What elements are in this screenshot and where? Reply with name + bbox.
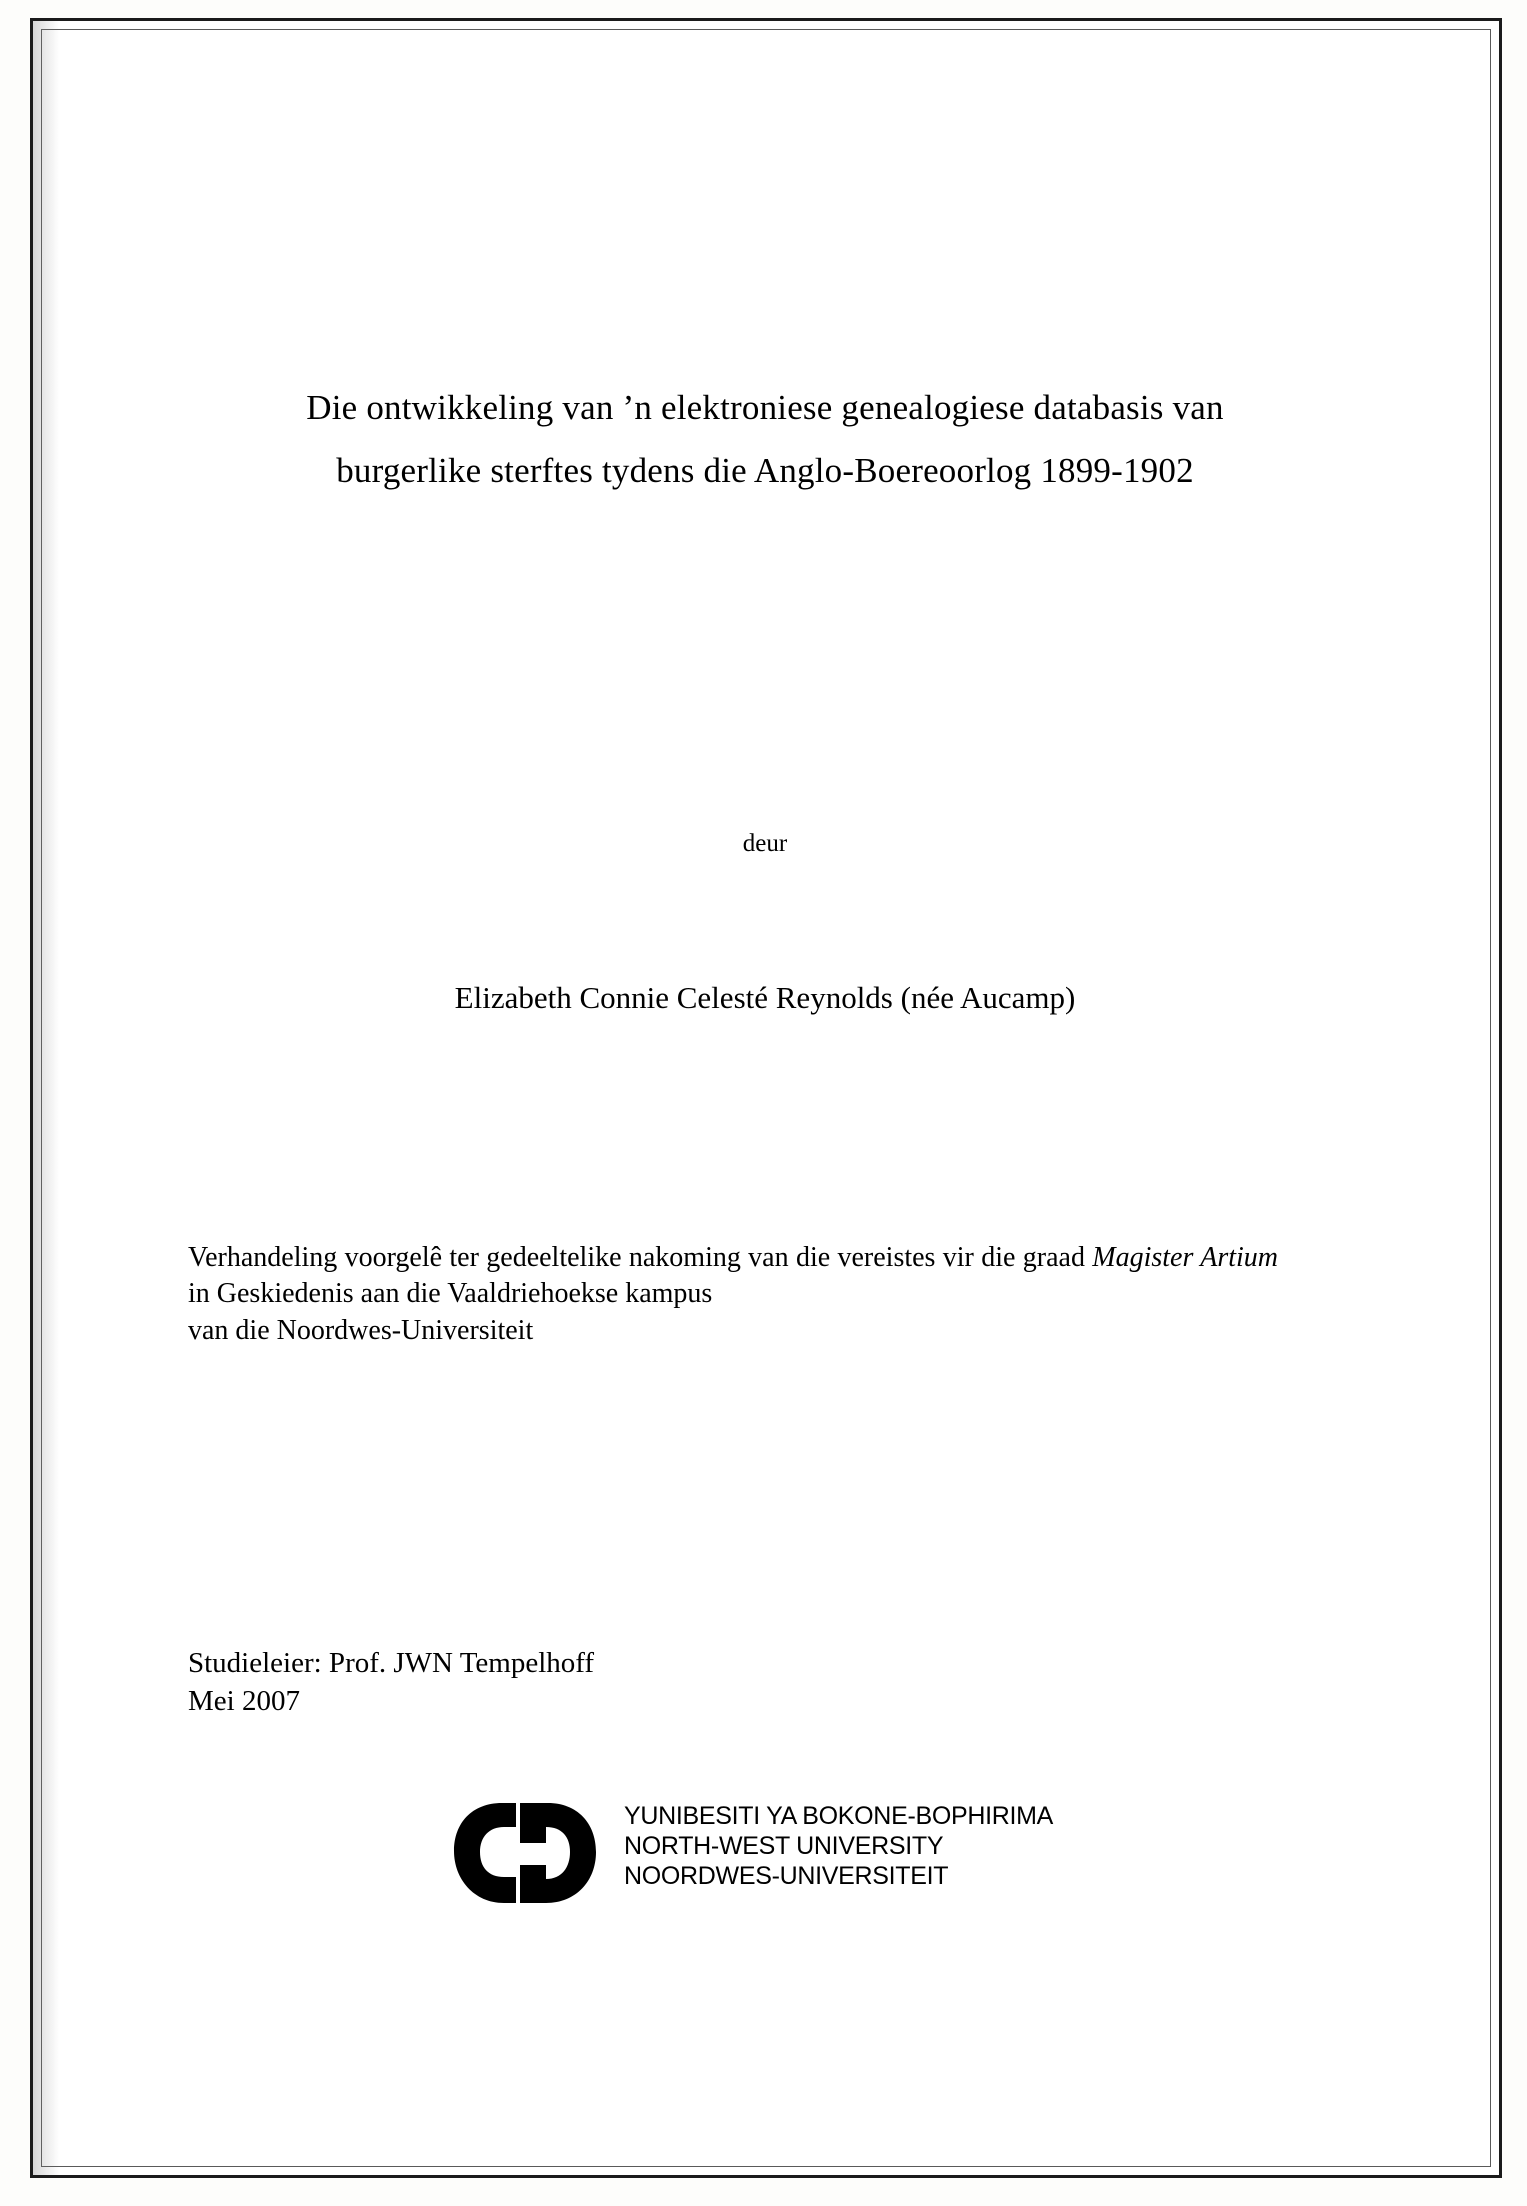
logo-text-line-1: YUNIBESITI YA BOKONE-BOPHIRIMA — [624, 1802, 1054, 1830]
logo-text-block — [624, 1801, 1053, 1891]
degree-statement-part3: van die Noordwes-Universiteit — [188, 1314, 534, 1346]
degree-statement-part2: in Geskiedenis aan die Vaaldriehoekse kampus — [188, 1278, 713, 1310]
logo-text-line-3: NOORDWES-UNIVERSITEIT — [624, 1862, 949, 1890]
supervisor-line: Studieleier: Prof. JWN Tempelhoff — [188, 1647, 595, 1679]
page-content — [120, 60, 1410, 2120]
degree-statement-part1: Verhandeling voorgelê ter gedeeltelike nakoming van die vereistes vir die graad — [188, 1242, 1093, 1273]
page-title — [175, 390, 1355, 488]
author-name: Elizabeth Connie Celesté Reynolds (née Aucamp) — [454, 980, 1076, 1015]
logo-text-line-2: NORTH-WEST UNIVERSITY — [624, 1832, 944, 1860]
title-line-1: Die ontwikkeling van ’n elektroniese genealogiese databasis van — [306, 388, 1224, 427]
university-logo — [450, 1795, 1130, 1935]
title-line-2: burgerlike sterftes tydens die Anglo-Boereoorlog 1899-1902 — [336, 451, 1194, 490]
date-line: Mei 2007 — [188, 1684, 300, 1717]
degree-statement — [188, 1240, 1278, 1349]
nwu-logo-icon — [450, 1799, 610, 1909]
by-label: deur — [742, 830, 788, 857]
degree-statement-paragraph — [188, 1240, 1278, 1313]
supervisor-block — [188, 1645, 1188, 1720]
degree-name: Magister Artium — [1092, 1242, 1278, 1273]
